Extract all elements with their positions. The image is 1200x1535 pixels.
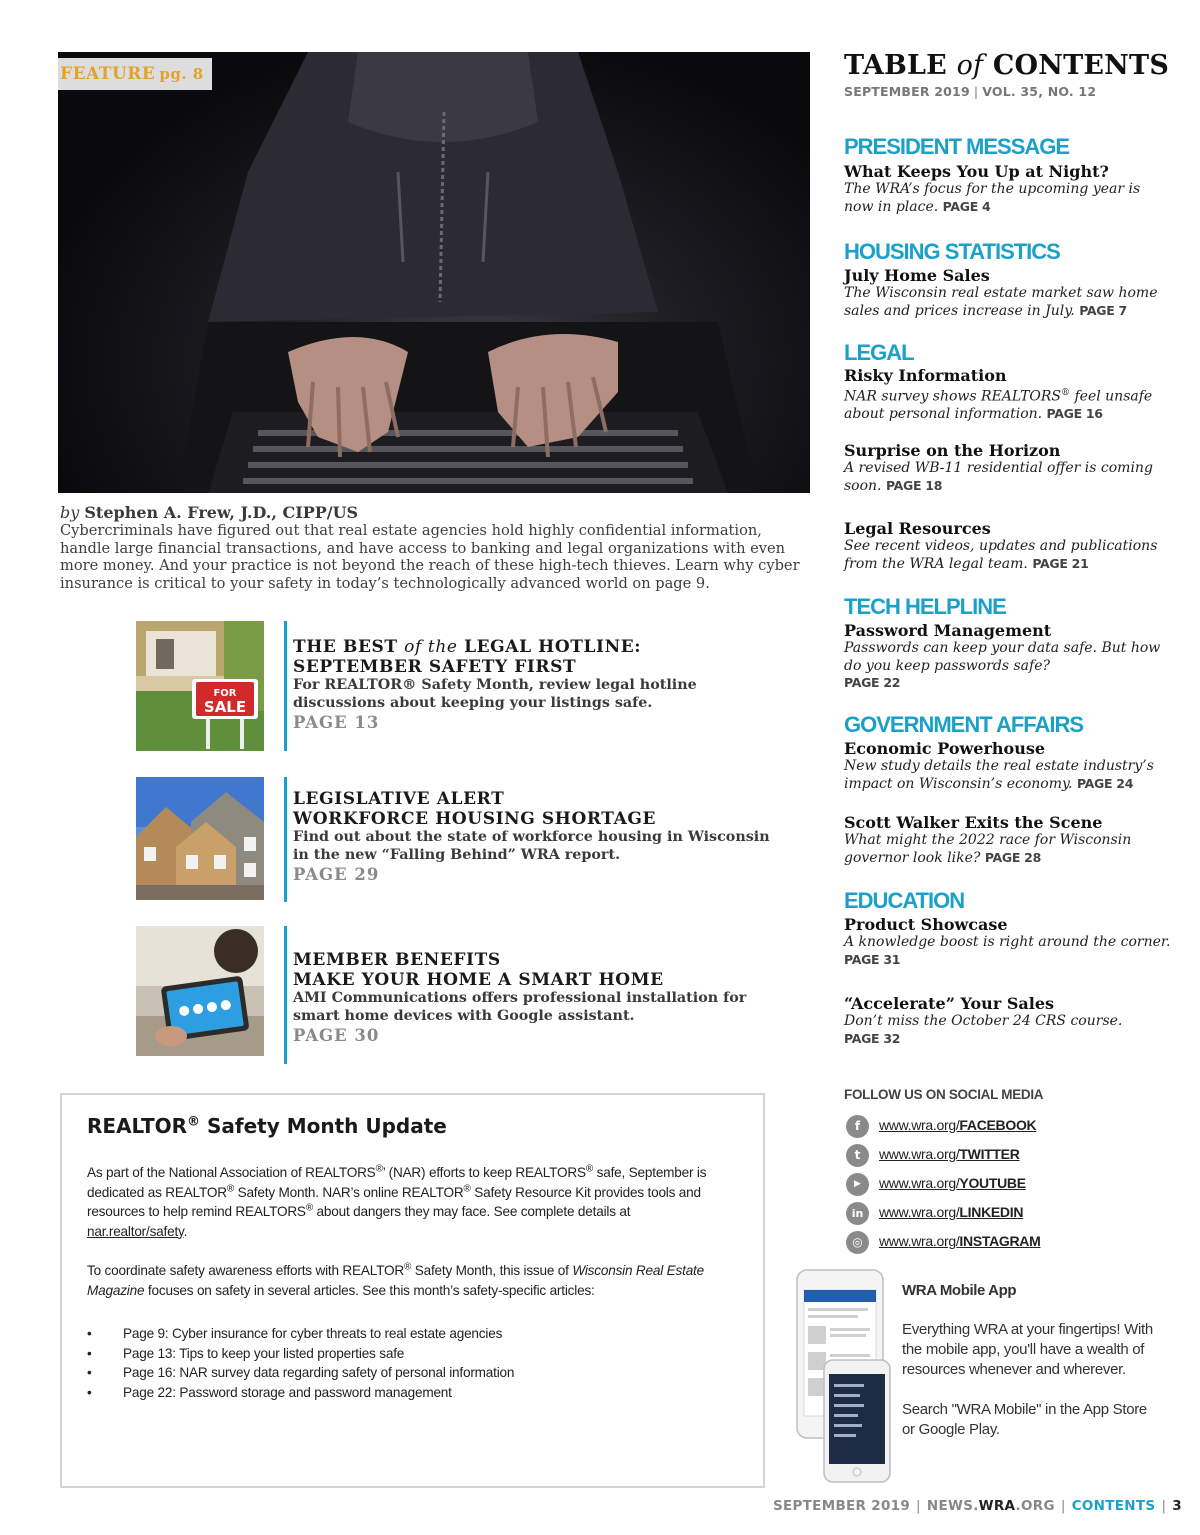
- teaser-title: LEGISLATIVE ALERT WORKFORCE HOUSING SHORTAGE: [293, 789, 657, 829]
- toc-section-tech-helpline: TECH HELPLINE: [844, 594, 1006, 619]
- mobile-app-phones-image: [796, 1268, 896, 1483]
- footer-section: CONTENTS: [1071, 1498, 1156, 1514]
- toc-entry[interactable]: “Accelerate” Your Sales Don’t miss the October 24 CRS course. PAGE 32: [844, 994, 1123, 1046]
- toc-entry[interactable]: Product Showcase A knowledge boost is right around the corner. PAGE 31: [844, 915, 1171, 967]
- byline-prefix: by: [60, 503, 80, 522]
- teaser-page: PAGE 29: [293, 865, 380, 884]
- youtube-icon: ▶: [846, 1173, 869, 1196]
- toc-entry[interactable]: Scott Walker Exits the Scene What might the 2022 race for Wisconsin governor look like? PAGE 28: [844, 813, 1132, 866]
- safety-article-list: [87, 1324, 514, 1402]
- feature-image: [58, 52, 810, 493]
- list-item: • Page 13: Tips to keep your listed properties safe: [87, 1344, 514, 1364]
- toc-entry[interactable]: Risky Information NAR survey shows REALTORS® feel unsafe about personal information. PAGE 16: [844, 366, 1153, 423]
- byline-author: Stephen A. Frew, J.D., CIPP/US: [84, 503, 359, 522]
- facebook-icon: f: [846, 1115, 869, 1138]
- teaser-description: For REALTOR® Safety Month, review legal hotline discussions about keeping your listings safe.: [293, 677, 697, 711]
- safety-month-box: [60, 1093, 765, 1488]
- toc-section-housing-statistics: HOUSING STATISTICS: [844, 239, 1060, 264]
- feature-byline: [60, 503, 358, 522]
- list-item: • Page 16: NAR survey data regarding safety of personal information: [87, 1363, 514, 1383]
- app-description: Everything WRA at your fingertips! With the mobile app, you'll have a wealth of resources whenever and wherever. Search "WRA Mobile" in the App Store or Google Play.: [902, 1321, 1153, 1438]
- toc-section-government-affairs: GOVERNMENT AFFAIRS: [844, 712, 1084, 737]
- for-sale-sign-image: [136, 621, 264, 751]
- toc-section-legal: LEGAL: [844, 340, 914, 365]
- sign-text-sale: SALE: [203, 698, 247, 716]
- linkedin-icon: in: [846, 1202, 869, 1225]
- toc-title: TABLE of CONTENTS: [844, 50, 1170, 81]
- toc-entry[interactable]: What Keeps You Up at Night? The WRA’s focus for the upcoming year is now in place. PAGE 4: [844, 162, 1141, 215]
- twitter-icon: t: [846, 1144, 869, 1167]
- teaser-title: THE BEST of the LEGAL HOTLINE: SEPTEMBER SAFETY FIRST: [293, 637, 642, 677]
- social-url[interactable]: www.wra.org/LINKEDIN: [879, 1204, 1024, 1220]
- teaser-description: AMI Communications offers professional installation for smart home devices with Google assistant.: [293, 990, 747, 1024]
- social-heading: FOLLOW US ON SOCIAL MEDIA: [844, 1087, 1044, 1102]
- instagram-icon: ◎: [846, 1231, 869, 1254]
- list-item: • Page 9: Cyber insurance for cyber threats to real estate agencies: [87, 1324, 514, 1344]
- teaser-accent-rule: [284, 621, 287, 751]
- toc-entry[interactable]: Economic Powerhouse New study details the real estate industry’s impact on Wisconsin’s economy. PAGE 24: [844, 739, 1154, 792]
- footer-date: SEPTEMBER 2019: [772, 1498, 911, 1514]
- feature-tag-page: pg. 8: [159, 65, 204, 83]
- toc-section-president-message: PRESIDENT MESSAGE: [844, 134, 1070, 159]
- list-item: • Page 22: Password storage and password management: [87, 1383, 514, 1403]
- feature-tag: [58, 58, 212, 90]
- toc-entry[interactable]: Password Management Passwords can keep your data safe. But how do you keep passwords safe? PAGE 22: [844, 621, 1161, 690]
- app-title: WRA Mobile App: [902, 1282, 1017, 1299]
- hacker-laptop-illustration: [58, 52, 810, 493]
- teaser-description: Find out about the state of workforce housing in Wisconsin in the new “Falling Behind” WRA report.: [293, 829, 770, 863]
- toc-entry[interactable]: Legal Resources See recent videos, updates and publications from the WRA legal team. PAGE 21: [844, 519, 1158, 572]
- teaser-title: MEMBER BENEFITS MAKE YOUR HOME A SMART HOME: [293, 950, 664, 990]
- toc-entry[interactable]: Surprise on the Horizon A revised WB-11 residential offer is coming soon. PAGE 18: [844, 441, 1153, 494]
- feature-summary: Cybercriminals have figured out that real estate agencies hold highly confidential information, handle large financial transactions, and have access to banking and legal organizations with even more money. And your practice is not beyond the reach of these high-tech thieves. Learn why cyber insurance is critical to your safety in today’s technologically advanced world on page 9.: [60, 522, 800, 592]
- social-url[interactable]: www.wra.org/YOUTUBE: [879, 1175, 1026, 1191]
- feature-tag-label: FEATURE: [60, 64, 156, 84]
- teaser-accent-rule: [284, 926, 287, 1064]
- townhouses-image: [136, 777, 264, 900]
- toc-issue-info: SEPTEMBER 2019 | VOL. 35, NO. 12: [844, 84, 1097, 99]
- sign-text-for: FOR: [213, 688, 237, 699]
- toc-entry[interactable]: July Home Sales The Wisconsin real estate market saw home sales and prices increase in July. PAGE 7: [844, 266, 1158, 319]
- social-url[interactable]: www.wra.org/FACEBOOK: [879, 1117, 1037, 1133]
- toc-section-education: EDUCATION: [844, 888, 965, 913]
- social-url[interactable]: www.wra.org/INSTAGRAM: [879, 1233, 1041, 1249]
- teaser-page: PAGE 13: [293, 713, 380, 732]
- page-number: 3: [1172, 1498, 1182, 1514]
- social-url[interactable]: www.wra.org/TWITTER: [879, 1146, 1020, 1162]
- footer-site[interactable]: NEWS.WRA.ORG: [926, 1498, 1055, 1514]
- smart-home-tablet-image: [136, 926, 264, 1056]
- nar-safety-link[interactable]: nar.realtor/safety: [87, 1223, 184, 1239]
- safety-box-title: REALTOR® Safety Month Update: [87, 1114, 447, 1138]
- safety-paragraph-2: To coordinate safety awareness efforts with REALTOR® Safety Month, this issue of Wisconsin Real Estate Magazine focuses on safety in several articles. See this month’s safety-specific articles:: [87, 1261, 704, 1298]
- safety-paragraph-1: As part of the National Association of REALTORS®’ (NAR) efforts to keep REALTORS® safe, September is dedicated as REALTOR® Safety Month. NAR’s online REALTOR® Safety Resource Kit provides tools and resources to help remind REALTORS® about dangers they may face. See complete details at nar.realtor/safety.: [87, 1163, 707, 1239]
- page-footer: SEPTEMBER 2019 | NEWS.WRA.ORG | CONTENTS | 3: [772, 1498, 1182, 1514]
- teaser-accent-rule: [284, 777, 287, 902]
- teaser-page: PAGE 30: [293, 1026, 380, 1045]
